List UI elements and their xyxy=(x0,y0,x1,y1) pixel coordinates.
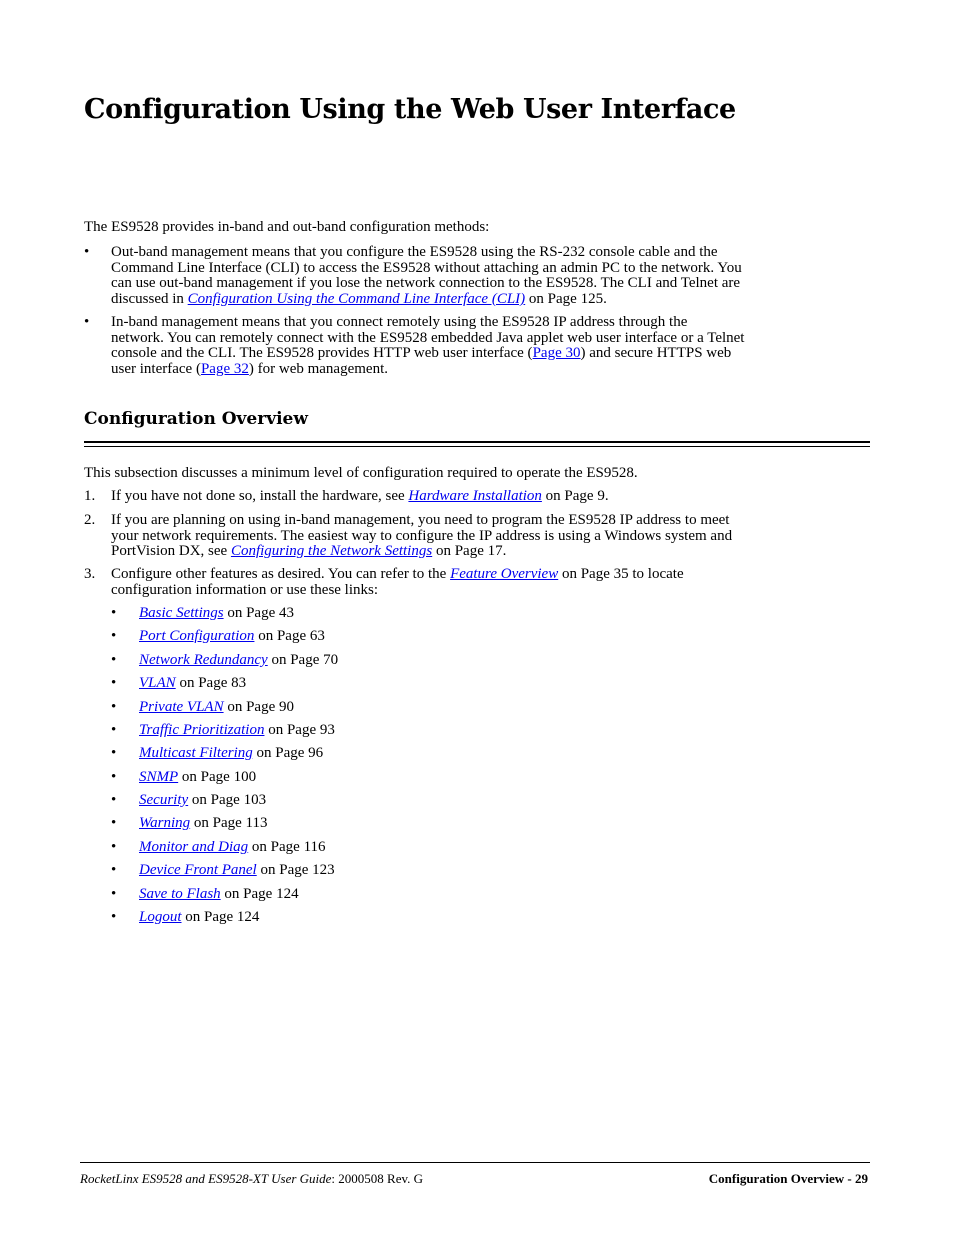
step-text: Configure other features as desired. You can refer to the Feature Overview on Page 35 to locate configuration information or use these links: xyxy=(111,566,684,598)
footer-guide-title: RocketLinx ES9528 and ES9528-XT User Guide: 2000508 Rev. G xyxy=(80,1171,424,1186)
snmp-link[interactable]: SNMP xyxy=(139,769,179,785)
basic-settings-link[interactable]: Basic Settings xyxy=(139,605,224,621)
section-heading: Configuration Overview xyxy=(84,409,308,429)
inband-line: network. You can remotely connect with the ES9528 embedded Java applet web user interface or a Telnet xyxy=(111,329,745,346)
save-to-flash-link[interactable]: Save to Flash xyxy=(139,886,221,902)
page-32-link[interactable]: Page 32 xyxy=(200,360,249,377)
logout-link[interactable]: Logout xyxy=(139,909,182,925)
bullet-mark: • xyxy=(84,244,90,260)
outband-line: Out-band management means that you configure the ES9528 using the RS-232 console cable and the xyxy=(111,244,718,260)
multicast-filtering-link[interactable]: Multicast Filtering xyxy=(139,745,253,761)
port-configuration-link[interactable]: Port Configuration xyxy=(139,628,255,644)
outband-bullet xyxy=(84,245,870,307)
inband-line: In-band management means that you connect remotely using the ES9528 IP address through the xyxy=(111,314,688,330)
inband-line: console and the CLI. The ES9528 provides HTTP web user interface (Page 30) and secure HTTPS web xyxy=(111,345,732,362)
bullet-mark: • xyxy=(84,314,90,330)
network-settings-link[interactable]: Configuring the Network Settings xyxy=(230,543,433,560)
outband-line: discussed in Configuration Using the Command Line Interface (CLI) on Page 125. xyxy=(111,290,607,307)
outband-line: Command Line Interface (CLI) to access the ES9528 without attaching an admin PC to the network. You xyxy=(111,259,742,276)
private-vlan-link[interactable]: Private VLAN xyxy=(139,699,224,715)
inband-bullet xyxy=(84,315,870,377)
page-title: Configuration Using the Web User Interface xyxy=(84,94,736,125)
intro-paragraph: The ES9528 provides in-band and out-band configuration methods: xyxy=(84,219,490,235)
network-redundancy-link[interactable]: Network Redundancy xyxy=(139,652,268,668)
section-intro: This subsection discusses a minimum level of configuration required to operate the ES9528. xyxy=(84,465,638,481)
step-number: 2. xyxy=(84,512,96,528)
page-30-link[interactable]: Page 30 xyxy=(532,345,581,362)
section-rule xyxy=(84,441,870,443)
step-number: 3. xyxy=(84,566,96,582)
footer-page-number: Configuration Overview - 29 xyxy=(708,1171,868,1186)
outband-line: can use out-band management if you lose the network connection to the ES9528. The CLI and Telnet are xyxy=(111,275,741,292)
section-rule xyxy=(84,446,870,447)
warning-link[interactable]: Warning xyxy=(139,815,191,831)
step-text: If you have not done so, install the hardware, see Hardware Installation on Page 9. xyxy=(111,488,609,504)
feature-overview-link[interactable]: Feature Overview xyxy=(450,566,559,582)
footer-rule xyxy=(80,1162,870,1163)
step-text: If you are planning on using in-band management, you need to program the ES9528 IP address to meet your network requirements. The easiest way to configure the IP address is using a Windows system and PortVision DX, see Configuring the Network Settings on Page 17. xyxy=(111,512,733,560)
cli-config-link[interactable]: Configuration Using the Command Line Interface (CLI) xyxy=(187,290,526,307)
monitor-and-diag-link[interactable]: Monitor and Diag xyxy=(139,839,249,855)
traffic-prioritization-link[interactable]: Traffic Prioritization xyxy=(139,722,265,738)
security-link[interactable]: Security xyxy=(139,792,189,808)
hardware-installation-link[interactable]: Hardware Installation xyxy=(408,488,542,504)
step-number: 1. xyxy=(84,488,96,504)
vlan-link[interactable]: VLAN xyxy=(139,675,176,691)
device-front-panel-link[interactable]: Device Front Panel xyxy=(139,862,257,878)
inband-line: user interface (Page 32) for web management. xyxy=(111,360,388,377)
